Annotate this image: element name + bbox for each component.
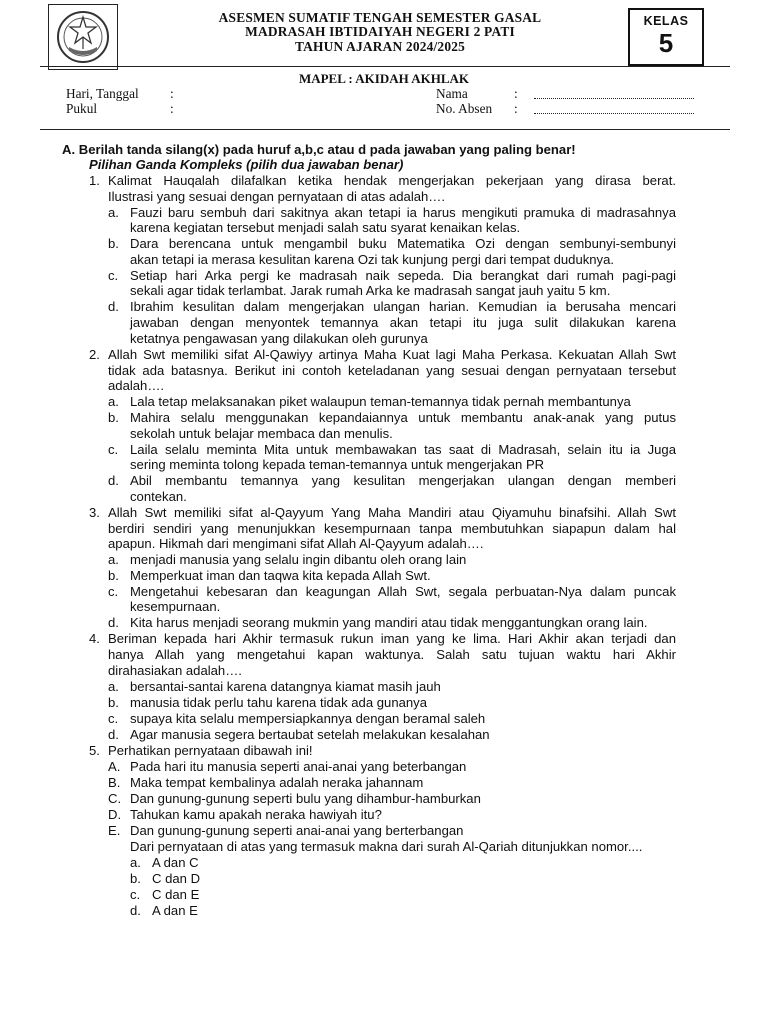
q1-number: 1. (89, 173, 100, 188)
q2-option-c-2: sering meminta tolong kepada teman-temannya untuk mengerjakan PR (130, 457, 545, 472)
q4-option-a-letter: a. (108, 679, 119, 694)
q1-option-d-letter: d. (108, 299, 119, 314)
q4-option-d-letter: d. (108, 727, 119, 742)
q5-option: C dan E (152, 887, 200, 902)
q3-option-c-1: Mengetahui kebesaran dan keagungan Allah Swt, segala perbuatan-Nya dalam puncak (130, 584, 676, 599)
q1-option-a-letter: a. (108, 205, 119, 220)
q3-option-c-letter: c. (108, 584, 119, 599)
q4-option-d-1: Agar manusia segera bertaubat setelah melakukan kesalahan (130, 727, 490, 742)
q1-option-b-letter: b. (108, 236, 119, 251)
q5-statement-marker: B. (108, 775, 121, 790)
q4-option-b-letter: b. (108, 695, 119, 710)
q4-stem-2: hanya Allah yang mengetahui kapan waktunya. Salah satu tujuan waktu hari Akhir (108, 647, 676, 662)
q5-option: A dan E (152, 903, 198, 918)
q2-number: 2. (89, 347, 100, 362)
absen-label: No. Absen (436, 101, 493, 116)
pukul-label: Pukul (66, 101, 98, 116)
q4-option-c-letter: c. (108, 711, 119, 726)
q1-option-a-2: karena kegiatan tersebut menjadi salah satu syarat kenaikan kelas. (130, 220, 521, 235)
q1-option-d-2: jawaban dengan menyontek temannya akan tetapi itu juga sulit dilakukan karena (130, 315, 676, 330)
q3-option-b-letter: b. (108, 568, 119, 583)
nama-field[interactable] (534, 88, 694, 99)
absen-colon: : (514, 101, 518, 116)
section-title: A. Berilah tanda silang(x) pada huruf a,b,c atau d pada jawaban yang paling benar! (62, 142, 576, 157)
q5-option-letter: a. (130, 855, 141, 870)
q5-statement: Dan gunung-gunung seperti bulu yang dihambur-hamburkan (130, 791, 481, 806)
q4-option-c-1: supaya kita selalu mempersiapkannya dengan beramal saleh (130, 711, 486, 726)
q3-option-d-1: Kita harus menjadi seorang mukmin yang mandiri atau tidak menggantungkan orang lain. (130, 615, 648, 630)
nama-colon: : (514, 86, 518, 101)
q3-option-a-letter: a. (108, 552, 119, 567)
q5-statement-marker: E. (108, 823, 121, 838)
q5-statement: Pada hari itu manusia seperti anai-anai yang beterbangan (130, 759, 467, 774)
q2-option-c-1: Laila selalu meminta Mita untuk membawakan tas saat di Madrasah, selain itu ia Juga (130, 442, 676, 457)
q2-stem-1: Allah Swt memiliki sifat Al-Qawiyy artinya Maha Kuat lagi Maha Perkasa. Kekuatan Allah Swt (108, 347, 676, 362)
nama-label: Nama (436, 86, 468, 101)
section-subtitle: Pilihan Ganda Kompleks (pilih dua jawaban benar) (89, 157, 404, 172)
q1-option-d-1: Ibrahim kesulitan dalam mengerjakan ulangan harian. Kemudian ia berusaha mencari (130, 299, 676, 314)
q5-statement: Tahukan kamu apakah neraka hawiyah itu? (130, 807, 382, 822)
q3-stem-2: berdiri sendiri yang menunjukkan kesempurnaan tanpa membutuhkan siapapun dalam hal (108, 521, 676, 536)
q3-option-d-letter: d. (108, 615, 119, 630)
q5-option-letter: c. (130, 887, 141, 902)
q5-statement: Dan gunung-gunung seperti anai-anai yang berterbangan (130, 823, 464, 838)
q3-option-c-2: kesempurnaan. (130, 599, 221, 614)
q3-stem-3: apapun. Hikmah dari mengimani sifat Allah Al-Qayyum adalah…. (108, 536, 484, 551)
q5-number: 5. (89, 743, 100, 758)
q2-option-c-letter: c. (108, 442, 119, 457)
kelas-box (628, 8, 704, 66)
q5-question: Dari pernyataan di atas yang termasuk makna dari surah Al-Qariah ditunjukkan nomor.... (130, 839, 643, 854)
q5-stem: Perhatikan pernyataan dibawah ini! (108, 743, 313, 758)
kelas-label: KELAS (643, 14, 689, 28)
q2-stem-2: tidak ada batasnya. Berikut ini contoh keteladanan yang sesuai dengan pernyataan tersebut (108, 363, 676, 378)
q4-stem-1: Beriman kepada hari Akhir termasuk rukun iman yang ke lima. Hari Akhir akan terjadi dan (108, 631, 676, 646)
header-divider (40, 66, 730, 67)
q4-option-a-1: bersantai-santai karena datangnya kiamat masih jauh (130, 679, 441, 694)
hari-tanggal-label: Hari, Tanggal (66, 86, 139, 101)
header-title-line1: ASESMEN SUMATIF TENGAH SEMESTER GASAL (218, 10, 542, 25)
q3-option-b-1: Memperkuat iman dan taqwa kita kepada Allah Swt. (130, 568, 431, 583)
q3-option-a-1: menjadi manusia yang selalu ingin dibantu oleh orang lain (130, 552, 467, 567)
header-title-line2: MADRASAH IBTIDAIYAH NEGERI 2 PATI (245, 24, 515, 39)
q5-option: C dan D (152, 871, 201, 886)
q2-option-d-1: Abil membantu temannya yang kesulitan mengerjakan ulangan dengan memberi (130, 473, 676, 488)
hari-tanggal-colon: : (170, 86, 174, 101)
q2-option-a-1: Lala tetap melaksanakan piket walaupun teman-temannya tidak pernah membantunya (130, 394, 631, 409)
q2-option-d-letter: d. (108, 473, 119, 488)
q1-stem-1: Kalimat Hauqalah dilafalkan ketika hendak mengerjakan pekerjaan yang dirasa berat. (108, 173, 676, 188)
q4-stem-3: dirahasiakan adalah…. (108, 663, 242, 678)
q2-option-d-2: contekan. (130, 489, 187, 504)
q1-option-c-letter: c. (108, 268, 119, 283)
header-title-line3: TAHUN AJARAN 2024/2025 (294, 39, 466, 54)
mapel-title: MAPEL : AKIDAH AKHLAK (298, 71, 470, 86)
pukul-colon: : (170, 101, 174, 116)
info-divider (40, 129, 730, 130)
q1-option-a-1: Fauzi baru sembuh dari sakitnya akan tetapi ia harus mengikuti pramuka di madrasahnya (130, 205, 676, 220)
q4-option-b-1: manusia tidak perlu tahu karena tidak ada gunanya (130, 695, 427, 710)
madrasah-logo (48, 4, 118, 70)
q1-option-d-3: ketatnya pengawasan yang dilakukan oleh gurunya (130, 331, 428, 346)
q5-statement-marker: C. (108, 791, 122, 806)
q2-option-b-1: Mahira selalu menggunakan kepandaiannya untuk membantu anak-anak yang putus (130, 410, 676, 425)
q1-option-c-1: Setiap hari Arka pergi ke madrasah naik sepeda. Dia berangkat dari rumah pagi-pagi (130, 268, 676, 283)
q2-option-b-2: sekolah untuk belajar membaca dan menulis. (130, 426, 393, 441)
q5-statement: Maka tempat kembalinya adalah neraka jahannam (130, 775, 424, 790)
q2-stem-3: adalah…. (108, 378, 165, 393)
q1-option-c-2: sekali agar tidak terlambat. Jarak rumah Arka ke madrasah sangat jauh yaitu 5 km. (130, 283, 611, 298)
kelas-value: 5 (658, 28, 674, 58)
q1-option-b-1: Dara berencana untuk mengambil buku Matematika Ozi dengan sembunyi-sembunyi (130, 236, 676, 251)
q2-option-a-letter: a. (108, 394, 119, 409)
q5-option-letter: b. (130, 871, 141, 886)
kemenag-emblem-icon (53, 9, 113, 65)
q5-option: A dan C (152, 855, 199, 870)
absen-field[interactable] (534, 103, 694, 114)
q3-number: 3. (89, 505, 100, 520)
q1-stem-2: Ilustrasi yang sesuai dengan pernyataan di atas adalah…. (108, 189, 446, 204)
q2-option-b-letter: b. (108, 410, 119, 425)
q5-statement-marker: A. (108, 759, 121, 774)
q3-stem-1: Allah Swt memiliki sifat al-Qayyum Yang Maha Mandiri atau Qiyamuhu binafsihi. Allah Swt (108, 505, 676, 520)
q1-option-b-2: akan tetapi ia merasa kesulitan karena Ozi tak kunjung pergi dari tempat duduknya. (130, 252, 615, 267)
q4-number: 4. (89, 631, 100, 646)
q5-option-letter: d. (130, 903, 141, 918)
q5-statement-marker: D. (108, 807, 122, 822)
